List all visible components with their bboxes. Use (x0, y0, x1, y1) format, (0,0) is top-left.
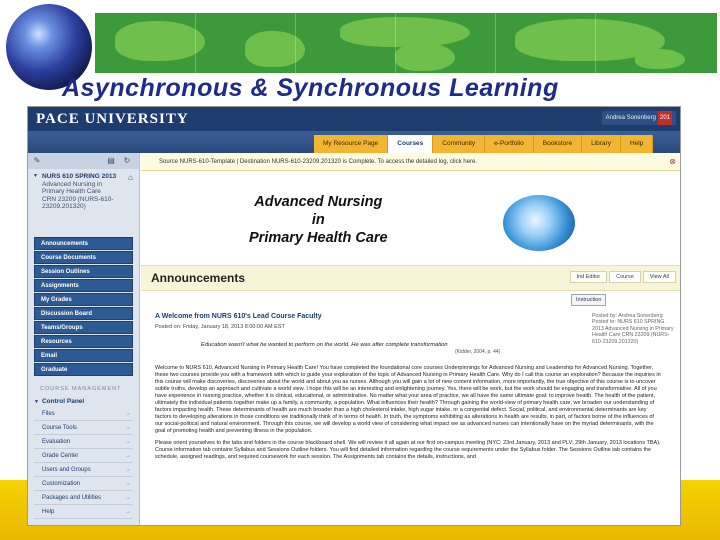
sidebar-item-graduate[interactable]: Graduate (34, 363, 133, 376)
notice-text: Source NURS-610-Template | Destination NURS-610-23209.201320 is Complete. To access the detailed log, click here. (159, 159, 477, 165)
sidebar-item-teams-groups[interactable]: Teams/Groups (34, 321, 133, 334)
sidebar-item-course-documents[interactable]: Course Documents (34, 251, 133, 264)
control-panel-item-grade-center[interactable] (34, 449, 133, 463)
course-sub-line: Primary Health Care (42, 188, 101, 195)
post-quote: Education wasn't what he wanted to perform on the world. He was after complete transformation (201, 342, 448, 348)
posted-by: Posted by: Andrea Sonenberg Posted to: NURS 610 SPRING 2013 Advanced Nursing in Primary Health Care CRN 23209 (NURS-610-23209.201320) (592, 313, 674, 345)
menu-tools (28, 153, 139, 169)
control-panel-item-label: Files (42, 411, 55, 417)
arrow-right-icon: → (125, 439, 131, 445)
control-panel-item-label: Grade Center (42, 453, 79, 459)
notification-badge: 201 (658, 111, 672, 125)
course-sub-line: Advanced Nursing in (42, 180, 102, 188)
announcements-header (141, 265, 681, 291)
view-tab-course[interactable]: Course (609, 271, 641, 283)
sidebar-item-assignments[interactable]: Assignments (34, 279, 133, 292)
control-panel-item-course-tools[interactable] (34, 421, 133, 435)
control-panel-list (28, 407, 139, 519)
control-panel-item-label: Course Tools (42, 425, 77, 431)
course-banner (141, 171, 681, 265)
posted-on: Posted on: Friday, January 18, 2013 8:00:00 AM EST (155, 324, 285, 330)
banner-title: Advanced Nursing in Primary Health Care (249, 194, 388, 246)
course-title[interactable]: ▼ NURS 610 SPRING 2013 (33, 173, 117, 180)
close-icon[interactable]: ⊗ (669, 157, 676, 166)
control-panel-item-help[interactable] (34, 505, 133, 519)
slide-title: Asynchronous & Synchronous Learning (62, 74, 559, 102)
home-icon[interactable]: ⌂ (128, 173, 133, 182)
post-title[interactable]: A Welcome from NURS 610's Lead Course Faculty (155, 313, 322, 320)
sidebar-item-my-grades[interactable]: My Grades (34, 293, 133, 306)
tab-help[interactable]: Help (621, 135, 653, 153)
control-panel-item-packages-and-utilities[interactable] (34, 491, 133, 505)
user-menu[interactable] (602, 111, 676, 125)
sidebar-item-email[interactable]: Email (34, 349, 133, 362)
world-map-banner (95, 13, 717, 73)
view-tab-view-all[interactable]: View All (643, 271, 676, 283)
view-tabs (568, 271, 676, 283)
control-panel-item-label: Help (42, 509, 55, 515)
arrow-right-icon: → (125, 411, 131, 417)
globe-graphic (503, 195, 575, 251)
arrow-right-icon: → (125, 495, 131, 501)
brand-logo: PACE UNIVERSITY (36, 111, 189, 127)
tab-community[interactable]: Community (433, 135, 485, 153)
main-content (141, 153, 681, 526)
display-icon[interactable]: ▤ (107, 156, 115, 165)
arrow-right-icon: → (125, 467, 131, 473)
sidebar-item-discussion-board[interactable]: Discussion Board (34, 307, 133, 320)
slide-header (0, 0, 720, 108)
course-menu-list (34, 237, 133, 376)
arrow-right-icon: → (125, 425, 131, 431)
announcement-post (141, 313, 681, 461)
course-sub-line: CRN 23209 (NURS-610- (42, 195, 114, 203)
control-panel-item-label: Customization (42, 481, 81, 487)
view-tab-ind-editor[interactable]: Ind Editor (570, 271, 608, 283)
user-name: Andrea Sonenberg (605, 115, 656, 121)
arrow-right-icon: → (125, 453, 131, 459)
control-panel-header[interactable]: ▼ Control Panel (34, 398, 85, 405)
course-header (28, 169, 139, 237)
tab-courses[interactable]: Courses (388, 135, 433, 153)
control-panel-item-label: Evaluation (42, 439, 71, 445)
control-panel-item-evaluation[interactable] (34, 435, 133, 449)
control-panel-item-files[interactable] (34, 407, 133, 421)
control-panel-item-label: Packages and Utilities (42, 495, 102, 501)
control-panel-item-customization[interactable] (34, 477, 133, 491)
main-tabs (314, 135, 681, 153)
sidebar-item-session-outlines[interactable]: Session Outlines (34, 265, 133, 278)
post-paragraph: Please orient yourselves to the tabs and folders in the course blackboard shell. We will review it all again at our first on-campus meeting (NYC: 23rd January, 2013 and PLV: 29th January, 2013 locations TBA). Course information tab contains Syllabus and Sessions Outline folders. You will find detailed information regarding the course requirements under the Syllabus folder. The Sessions Outline tab contains the schedule, assigned readings, and required coursework for each session. The Assignments tab contains the details, instructions, and (155, 440, 661, 460)
control-panel-item-users-and-groups[interactable] (34, 463, 133, 477)
page-title: Announcements (151, 271, 246, 285)
course-management-label: COURSE MANAGEMENT (40, 386, 122, 392)
instruction-button[interactable]: Instruction (571, 294, 606, 306)
tab-bookstore[interactable]: Bookstore (534, 135, 582, 153)
sidebar-item-announcements[interactable]: Announcements (34, 237, 133, 250)
quote-source: (Kidder, 2004, p. 44) (455, 349, 501, 355)
lms-screenshot (27, 106, 681, 526)
arrow-right-icon: → (125, 509, 131, 515)
refresh-icon[interactable]: ↻ (123, 156, 131, 165)
top-bar (28, 107, 681, 131)
control-panel-item-label: Users and Groups (42, 467, 91, 473)
status-notice (141, 153, 681, 171)
tab-my-resource-page[interactable]: My Resource Page (314, 135, 388, 153)
tab-e-portfolio[interactable]: e-Portfolio (485, 135, 534, 153)
tab-library[interactable]: Library (582, 135, 621, 153)
course-sub-line: 23209.201320) (42, 203, 86, 210)
post-body (155, 365, 663, 461)
pencil-icon[interactable]: ✎ (33, 156, 41, 165)
sidebar-item-resources[interactable]: Resources (34, 335, 133, 348)
nav-bar (28, 131, 681, 153)
course-menu (28, 153, 140, 526)
arrow-right-icon: → (125, 481, 131, 487)
post-paragraph: Welcome to NURS 610, Advanced Nursing in Primary Health Care! You have completed the foundational core courses Underpinnings for Advanced Nursing and Leadership for Advanced Nursing. Together, these two courses provide you with a framework with which to guide your exploration of the topic of Advanced Nursing in Primary Health Care. Why do I call this course an exploration? Because the inquiries in this course will make discoveries, discoveries about the world and about you as nurses. Although you will gain a lot of new content information, more importantly, the true objective of this course is to uncover subtle truths, develop an approach and cultivate a world view. I hope this will be an interesting and enlightening journey. Yes, there will be work, but the work should be engaging and transformative. All of you have experience in nursing practice, whether it is clinical, educational, or administrative. No matter what your area of practice, we all have the same ultimate goal: to improve health. The health of the patient, ultimately the individual patients together make up a family, a community, a population. What influences their health? Through gaining the world-view of primary health care, we broaden our understanding of factors impacting health. These determinants of health are much broader than a high cholesterol intake, high sugar intake, or a congenital defect. Social, political, and environmental determinants are key factors to developing alterations in those conditions we traditionally think of in terms of health. In truth, the symptoms exhibiting as alterations in health are results, in part, of factors borne of the influences of our social-political and natural environment. Through this course, we will develop a world view of considering what impact we as advanced nurses can intentionally have on the myriad determinants, with the goal of promoting health and preventing illness in the population. (155, 365, 661, 434)
action-bar (141, 291, 681, 309)
